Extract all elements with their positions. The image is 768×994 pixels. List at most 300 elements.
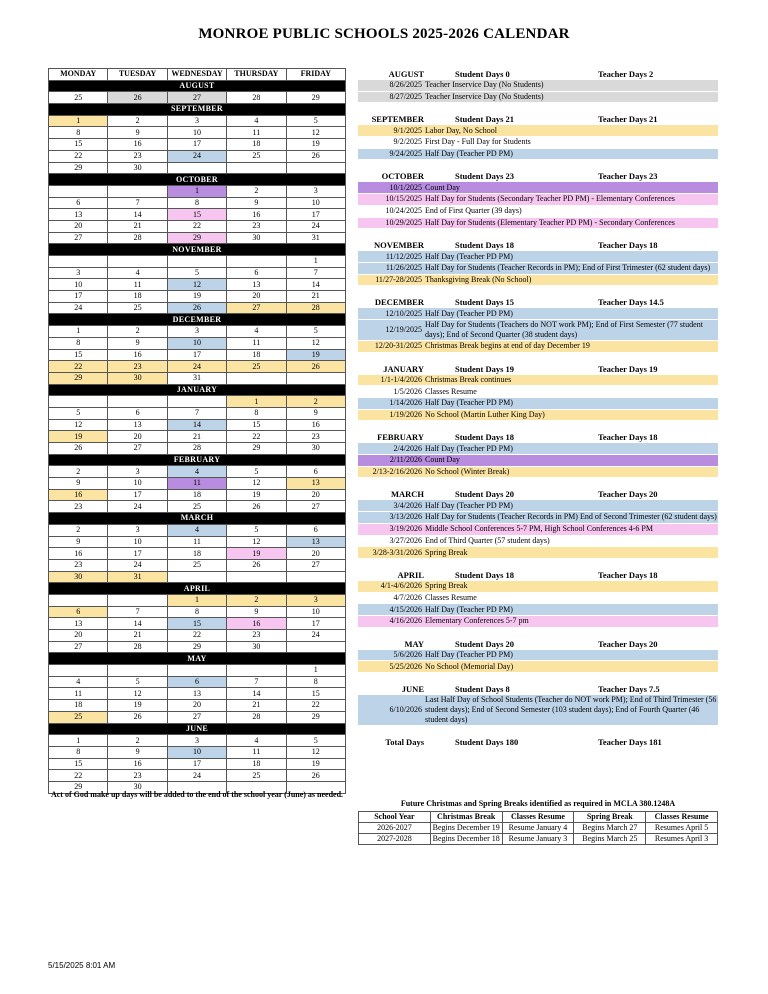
day-cell: 15: [167, 618, 226, 630]
day-cell: [286, 162, 345, 174]
event-row: [358, 410, 718, 422]
day-cell: 14: [286, 279, 345, 291]
day-cell: 22: [167, 220, 226, 232]
event-description: Christmas Break continues: [425, 374, 512, 384]
event-month-header: [358, 113, 718, 125]
day-cell: 11: [167, 536, 226, 548]
event-row: [358, 92, 718, 104]
day-cell: 12: [227, 536, 286, 548]
weekday-header-row: [49, 69, 346, 81]
event-row: [358, 251, 718, 263]
event-row: [358, 581, 718, 593]
day-cell: 2: [227, 185, 286, 197]
day-cell: 11: [227, 337, 286, 349]
event-description: Thanksgiving Break (No School): [425, 274, 532, 284]
day-cell: 18: [108, 291, 167, 303]
day-cell: 19: [286, 758, 345, 770]
week-row: [49, 478, 346, 490]
day-cell: 3: [167, 115, 226, 127]
event-description: Classes Resume: [425, 386, 477, 396]
day-cell: 2: [108, 115, 167, 127]
event-row: [358, 275, 718, 287]
day-cell: 6: [108, 407, 167, 419]
section-gap: [358, 229, 718, 239]
day-cell: 3: [108, 524, 167, 536]
event-description: Teacher Inservice Day (No Students): [425, 80, 544, 90]
totals-row: [358, 736, 718, 748]
day-cell: 12: [227, 478, 286, 490]
future-cell: Begins December 18: [430, 834, 502, 845]
event-description: No School (Martin Luther King Day): [425, 410, 545, 420]
week-row: [49, 630, 346, 642]
day-cell: 11: [227, 746, 286, 758]
event-description: Half Day (Teacher PD PM): [425, 308, 513, 318]
day-cell: 2: [49, 524, 108, 536]
day-cell: [49, 185, 108, 197]
day-cell: 12: [167, 279, 226, 291]
event-row: [358, 650, 718, 662]
event-row: [358, 386, 718, 398]
week-row: [49, 279, 346, 291]
day-cell: 29: [49, 372, 108, 384]
event-month-name: FEBRUARY: [377, 432, 424, 443]
event-row: [358, 206, 718, 218]
day-cell: 2: [108, 735, 167, 747]
day-cell: 6: [227, 267, 286, 279]
event-month-header: [358, 488, 718, 500]
day-cell: 31: [286, 232, 345, 244]
day-cell: 21: [108, 220, 167, 232]
event-date: 10/15/2025: [385, 194, 422, 204]
section-gap: [358, 628, 718, 638]
day-cell: 4: [227, 326, 286, 338]
event-row: [358, 500, 718, 512]
day-cell: 24: [286, 220, 345, 232]
day-cell: 3: [286, 185, 345, 197]
day-cell: [108, 185, 167, 197]
day-cell: 27: [49, 232, 108, 244]
day-cell: 13: [49, 618, 108, 630]
event-row: [358, 455, 718, 467]
day-cell: 8: [167, 197, 226, 209]
event-month-name: MARCH: [390, 489, 424, 500]
event-row: [358, 125, 718, 137]
day-cell: 4: [167, 466, 226, 478]
day-cell: 7: [167, 407, 226, 419]
day-cell: 17: [49, 291, 108, 303]
event-description: Half Day (Teacher PD PM): [425, 649, 513, 659]
section-gap: [358, 103, 718, 113]
event-date: 3/13/2026: [389, 512, 422, 522]
day-cell: [167, 571, 226, 583]
day-cell: 18: [167, 548, 226, 560]
month-name: NOVEMBER: [49, 244, 346, 256]
event-date: 4/15/2026: [389, 604, 422, 614]
event-month-name: MAY: [404, 638, 424, 649]
day-cell: 17: [108, 548, 167, 560]
day-cell: 19: [49, 431, 108, 443]
month-header-row: [49, 723, 346, 735]
month-name: MARCH: [49, 513, 346, 525]
event-row: [358, 512, 718, 524]
day-cell: 9: [49, 478, 108, 490]
event-row: [358, 443, 718, 455]
day-cell: 25: [167, 501, 226, 513]
future-header-cell: Classes Resume: [646, 812, 718, 823]
day-cell: 1: [286, 665, 345, 677]
event-date: 6/10/2026: [389, 705, 422, 714]
event-date: 4/7/2026: [393, 592, 422, 602]
event-row: [358, 536, 718, 548]
future-breaks-table: [358, 811, 718, 845]
event-date: 1/14/2026: [389, 398, 422, 408]
event-description: Christmas Break begins at end of day December 19: [425, 341, 590, 351]
day-cell: 4: [227, 735, 286, 747]
day-cell: 30: [108, 781, 167, 793]
future-header-cell: Classes Resume: [502, 812, 574, 823]
day-cell: 28: [286, 302, 345, 314]
month-name: APRIL: [49, 583, 346, 595]
event-date: 2/4/2026: [393, 443, 422, 453]
day-cell: 6: [49, 197, 108, 209]
event-description: Half Day (Teacher PD PM): [425, 443, 513, 453]
week-row: [49, 466, 346, 478]
week-row: [49, 92, 346, 104]
weekday-header: TUESDAY: [108, 69, 167, 81]
event-date: 9/2/2025: [393, 137, 422, 147]
section-gap: [358, 421, 718, 431]
day-cell: 18: [227, 139, 286, 151]
day-cell: 20: [49, 220, 108, 232]
week-row: [49, 209, 346, 221]
event-month-name: JUNE: [401, 684, 424, 694]
day-cell: 3: [167, 735, 226, 747]
event-description: Spring Break: [425, 581, 468, 591]
day-cell: 25: [227, 361, 286, 373]
day-cell: 6: [167, 676, 226, 688]
event-row: [358, 218, 718, 230]
event-month-name: OCTOBER: [381, 171, 424, 182]
day-cell: 15: [49, 758, 108, 770]
day-cell: 13: [49, 209, 108, 221]
future-cell: Resumes April 3: [646, 834, 718, 845]
total-teacher-days: Teacher Days 181: [598, 737, 662, 747]
day-cell: 10: [167, 746, 226, 758]
day-cell: 18: [167, 489, 226, 501]
event-description: Spring Break: [425, 547, 468, 557]
week-row: [49, 337, 346, 349]
day-cell: 17: [167, 139, 226, 151]
week-row: [49, 139, 346, 151]
day-cell: 24: [49, 302, 108, 314]
day-cell: 4: [167, 524, 226, 536]
week-row: [49, 711, 346, 723]
event-date: 11/26/2025: [385, 263, 422, 273]
month-header-row: [49, 653, 346, 665]
print-timestamp: 5/15/2025 8:01 AM: [48, 961, 116, 970]
day-cell: [167, 396, 226, 408]
event-month-header: [358, 569, 718, 581]
day-cell: 18: [227, 349, 286, 361]
weekday-header: MONDAY: [49, 69, 108, 81]
event-row: [358, 398, 718, 410]
event-date: 8/26/2025: [389, 80, 422, 90]
week-row: [49, 735, 346, 747]
week-row: [49, 150, 346, 162]
teacher-days: Teacher Days 2: [598, 69, 654, 79]
event-description: End of First Quarter (39 days): [425, 206, 522, 216]
day-cell: [227, 256, 286, 268]
day-cell: 16: [49, 548, 108, 560]
student-days: Student Days 21: [455, 114, 515, 125]
day-cell: 13: [108, 419, 167, 431]
event-row: [358, 604, 718, 616]
day-cell: 1: [49, 115, 108, 127]
future-cell: 2026-2027: [359, 823, 431, 834]
day-cell: 9: [108, 337, 167, 349]
day-cell: 19: [286, 349, 345, 361]
day-cell: 28: [108, 232, 167, 244]
student-days: Student Days 18: [455, 569, 515, 580]
day-cell: 8: [167, 606, 226, 618]
day-cell: 12: [108, 688, 167, 700]
day-cell: [108, 665, 167, 677]
day-cell: 7: [108, 606, 167, 618]
day-cell: 29: [49, 781, 108, 793]
week-row: [49, 548, 346, 560]
day-cell: 15: [167, 209, 226, 221]
event-description: No School (Memorial Day): [425, 661, 514, 671]
week-row: [49, 688, 346, 700]
day-cell: 20: [167, 700, 226, 712]
day-cell: [167, 665, 226, 677]
day-cell: 12: [286, 127, 345, 139]
event-description: Half Day (Teacher PD PM): [425, 251, 513, 261]
day-cell: 24: [108, 501, 167, 513]
day-cell: 16: [286, 419, 345, 431]
week-row: [49, 220, 346, 232]
event-month-header: [358, 638, 718, 650]
student-days: Student Days 0: [455, 69, 510, 79]
day-cell: 23: [227, 220, 286, 232]
event-description: Middle School Conferences 5-7 PM, High School Conferences 4-6 PM: [425, 524, 653, 534]
future-header-cell: Spring Break: [574, 812, 646, 823]
student-days: Student Days 18: [455, 240, 515, 251]
day-cell: 20: [286, 548, 345, 560]
month-header-row: [49, 454, 346, 466]
week-row: [49, 162, 346, 174]
event-date: 3/27/2026: [389, 535, 422, 545]
event-row: [358, 661, 718, 673]
month-header-row: [49, 314, 346, 326]
day-cell: 22: [49, 150, 108, 162]
week-row: [49, 372, 346, 384]
day-cell: 11: [167, 478, 226, 490]
event-description: Half Day for Students (Elementary Teacher PD PM) - Secondary Conferences: [425, 217, 675, 227]
day-cell: 25: [227, 150, 286, 162]
day-cell: 2: [49, 466, 108, 478]
event-row: [358, 182, 718, 194]
day-cell: [286, 641, 345, 653]
day-cell: [227, 372, 286, 384]
week-row: [49, 443, 346, 455]
day-cell: 20: [286, 489, 345, 501]
day-cell: 14: [227, 688, 286, 700]
day-cell: 28: [108, 641, 167, 653]
event-date: 4/1-4/6/2026: [380, 581, 422, 591]
day-cell: 14: [108, 209, 167, 221]
week-row: [49, 419, 346, 431]
day-cell: 6: [286, 524, 345, 536]
day-cell: 20: [108, 431, 167, 443]
day-cell: 26: [49, 443, 108, 455]
day-cell: 5: [49, 407, 108, 419]
day-cell: 31: [108, 571, 167, 583]
week-row: [49, 665, 346, 677]
student-days: Student Days 20: [455, 489, 515, 500]
day-cell: 24: [108, 559, 167, 571]
event-row: [358, 263, 718, 275]
day-cell: 22: [227, 431, 286, 443]
event-date: 2/11/2026: [389, 455, 422, 465]
day-cell: 17: [286, 209, 345, 221]
student-days: Student Days 8: [455, 684, 510, 694]
week-row: [49, 501, 346, 513]
day-cell: 5: [227, 524, 286, 536]
week-row: [49, 700, 346, 712]
day-cell: 21: [167, 431, 226, 443]
event-date: 11/12/2025: [385, 251, 422, 261]
event-date: 9/1/2025: [393, 125, 422, 135]
day-cell: 17: [286, 618, 345, 630]
day-cell: [49, 665, 108, 677]
totals-label: Total Days: [385, 737, 424, 747]
day-cell: 29: [286, 711, 345, 723]
teacher-days: Teacher Days 21: [598, 114, 658, 125]
day-cell: 25: [49, 711, 108, 723]
event-date: 3/19/2026: [389, 524, 422, 534]
future-header-cell: School Year: [359, 812, 431, 823]
month-header-row: [49, 80, 346, 92]
event-date: 12/19/2025: [385, 324, 422, 334]
week-row: [49, 746, 346, 758]
day-cell: [227, 665, 286, 677]
teacher-days: Teacher Days 23: [598, 171, 658, 182]
future-cell: Resume January 3: [502, 834, 574, 845]
future-header-row: [359, 812, 718, 823]
future-row: [359, 834, 718, 845]
day-cell: 16: [108, 139, 167, 151]
day-cell: 9: [108, 127, 167, 139]
day-cell: 8: [49, 746, 108, 758]
month-name: DECEMBER: [49, 314, 346, 326]
week-row: [49, 536, 346, 548]
weekday-header: WEDNESDAY: [167, 69, 226, 81]
day-cell: 1: [167, 594, 226, 606]
day-cell: 12: [286, 746, 345, 758]
day-cell: 5: [286, 735, 345, 747]
day-cell: 19: [227, 489, 286, 501]
week-row: [49, 197, 346, 209]
week-row: [49, 559, 346, 571]
day-cell: 25: [227, 770, 286, 782]
day-cell: 19: [108, 700, 167, 712]
week-row: [49, 267, 346, 279]
day-cell: [49, 256, 108, 268]
student-days: Student Days 19: [455, 363, 515, 374]
day-cell: 29: [167, 641, 226, 653]
day-cell: 21: [286, 291, 345, 303]
day-cell: 26: [286, 361, 345, 373]
day-cell: 19: [167, 291, 226, 303]
day-cell: 9: [286, 407, 345, 419]
day-cell: 30: [49, 571, 108, 583]
student-days: Student Days 15: [455, 297, 515, 308]
day-cell: 23: [49, 501, 108, 513]
day-cell: 4: [49, 676, 108, 688]
day-cell: 7: [227, 676, 286, 688]
day-cell: 23: [227, 630, 286, 642]
future-cell: Begins December 19: [430, 823, 502, 834]
future-breaks-title: Future Christmas and Spring Breaks identified as required in MCLA 380.1248A: [400, 799, 676, 808]
day-cell: 18: [227, 758, 286, 770]
day-cell: [108, 256, 167, 268]
student-days: Student Days 20: [455, 638, 515, 649]
day-cell: 27: [49, 641, 108, 653]
event-month-name: NOVEMBER: [373, 240, 424, 251]
event-description: Half Day (Teacher PD PM): [425, 500, 513, 510]
day-cell: 10: [286, 606, 345, 618]
month-header-row: [49, 174, 346, 186]
day-cell: 30: [286, 443, 345, 455]
section-gap: [358, 286, 718, 296]
event-month-header: [358, 68, 718, 80]
week-row: [49, 256, 346, 268]
day-cell: 10: [167, 127, 226, 139]
event-description: Half Day for Students (Teacher Records in PM) End of Second Trimester (62 student days): [425, 512, 717, 522]
event-description: End of Third Quarter (57 student days): [425, 535, 550, 545]
day-cell: 15: [49, 139, 108, 151]
day-cell: 27: [167, 92, 226, 104]
day-cell: 15: [49, 349, 108, 361]
weekday-header: FRIDAY: [286, 69, 345, 81]
month-name: JANUARY: [49, 384, 346, 396]
day-cell: 15: [227, 419, 286, 431]
event-description: Half Day for Students (Secondary Teacher PD PM) - Elementary Conferences: [425, 194, 675, 204]
weekday-header: THURSDAY: [227, 69, 286, 81]
future-cell: Resume January 4: [502, 823, 574, 834]
week-row: [49, 489, 346, 501]
day-cell: 13: [286, 478, 345, 490]
week-row: [49, 302, 346, 314]
day-cell: [49, 594, 108, 606]
day-cell: 12: [49, 419, 108, 431]
day-cell: 26: [286, 150, 345, 162]
day-cell: 25: [49, 92, 108, 104]
teacher-days: Teacher Days 7.5: [598, 684, 660, 694]
day-cell: [108, 396, 167, 408]
event-month-header: [358, 170, 718, 182]
day-cell: 3: [167, 326, 226, 338]
week-row: [49, 127, 346, 139]
day-cell: 5: [167, 267, 226, 279]
day-cell: 16: [49, 489, 108, 501]
month-header-row: [49, 244, 346, 256]
event-description: Count Day: [425, 182, 460, 192]
event-description: Half Day (Teacher PD PM): [425, 149, 513, 159]
monthly-calendar-grid: [48, 68, 346, 794]
event-listing: [358, 68, 718, 748]
